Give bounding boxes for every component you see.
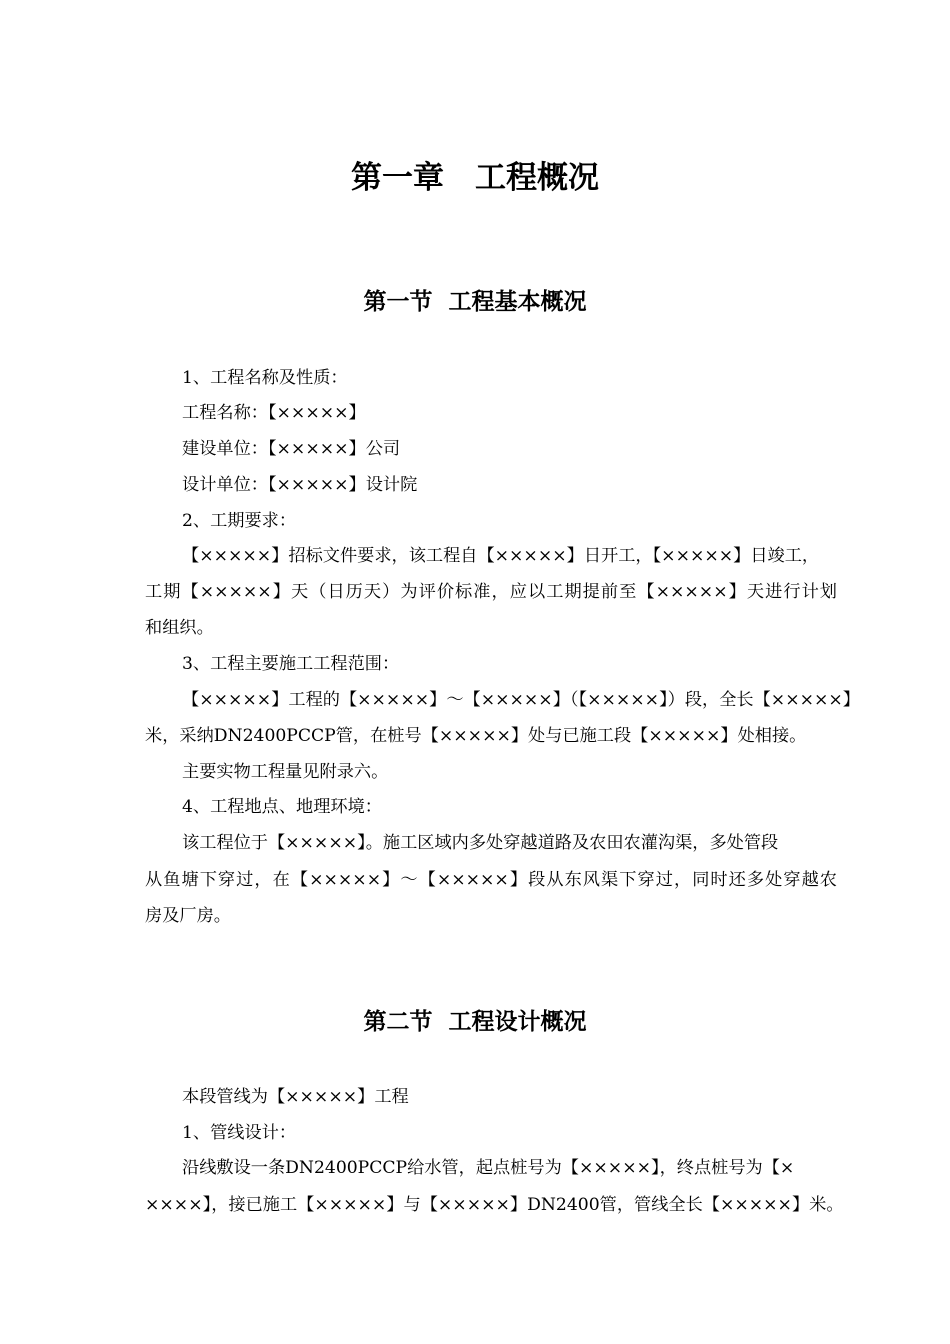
paragraph-line: 2、工期要求： [182,511,297,531]
paragraph-line: 房及厂房。 [145,906,231,926]
paragraph-line: 4、工程地点、地理环境： [182,797,382,817]
paragraph-line: 和组织。 [145,618,214,638]
paragraph-line: 沿线敷设一条DN2400PCCP给水管，起点桩号为【×××××】，终点桩号为【× [182,1158,795,1178]
chapter-title: 第一章 工程概况 [351,160,599,196]
paragraph-line: 米，采纳DN2400PCCP管，在桩号【×××××】处与已施工段【×××××】处相接。 [145,726,807,746]
paragraph-line: 1、管线设计： [182,1123,297,1143]
paragraph-line: 主要实物工程量见附录六。 [182,762,389,782]
section-1-title: 第一节 工程基本概况 [363,289,587,315]
paragraph-line: 从鱼塘下穿过，在【×××××】～【×××××】段从东风渠下穿过，同时还多处穿越农 [145,870,837,890]
paragraph-line: 设计单位：【×××××】设计院 [182,475,418,495]
paragraph-line: 【×××××】工程的【×××××】～【×××××】（【×××××】）段，全长【×××××】 [182,690,860,710]
paragraph-line: 本段管线为【×××××】工程 [182,1087,409,1107]
section-2-title: 第二节 工程设计概况 [363,1009,587,1035]
paragraph-line: 该工程位于【×××××】。施工区域内多处穿越道路及农田农灌沟渠，多处管段 [182,833,779,853]
paragraph-line: ××××】，接已施工【×××××】与【×××××】DN2400管，管线全长【×××××】米。 [145,1195,844,1215]
paragraph-line: 工程名称：【×××××】 [182,403,366,423]
paragraph-line: 工期【×××××】天（日历天）为评价标准，应以工期提前至【×××××】天进行计划 [145,582,837,602]
paragraph-line: 3、工程主要施工工程范围： [182,654,400,674]
paragraph-line: 【×××××】招标文件要求，该工程自【×××××】日开工，【×××××】日竣工， [182,546,820,566]
paragraph-line: 1、工程名称及性质： [182,368,348,388]
paragraph-line: 建设单位：【×××××】公司 [182,439,401,459]
